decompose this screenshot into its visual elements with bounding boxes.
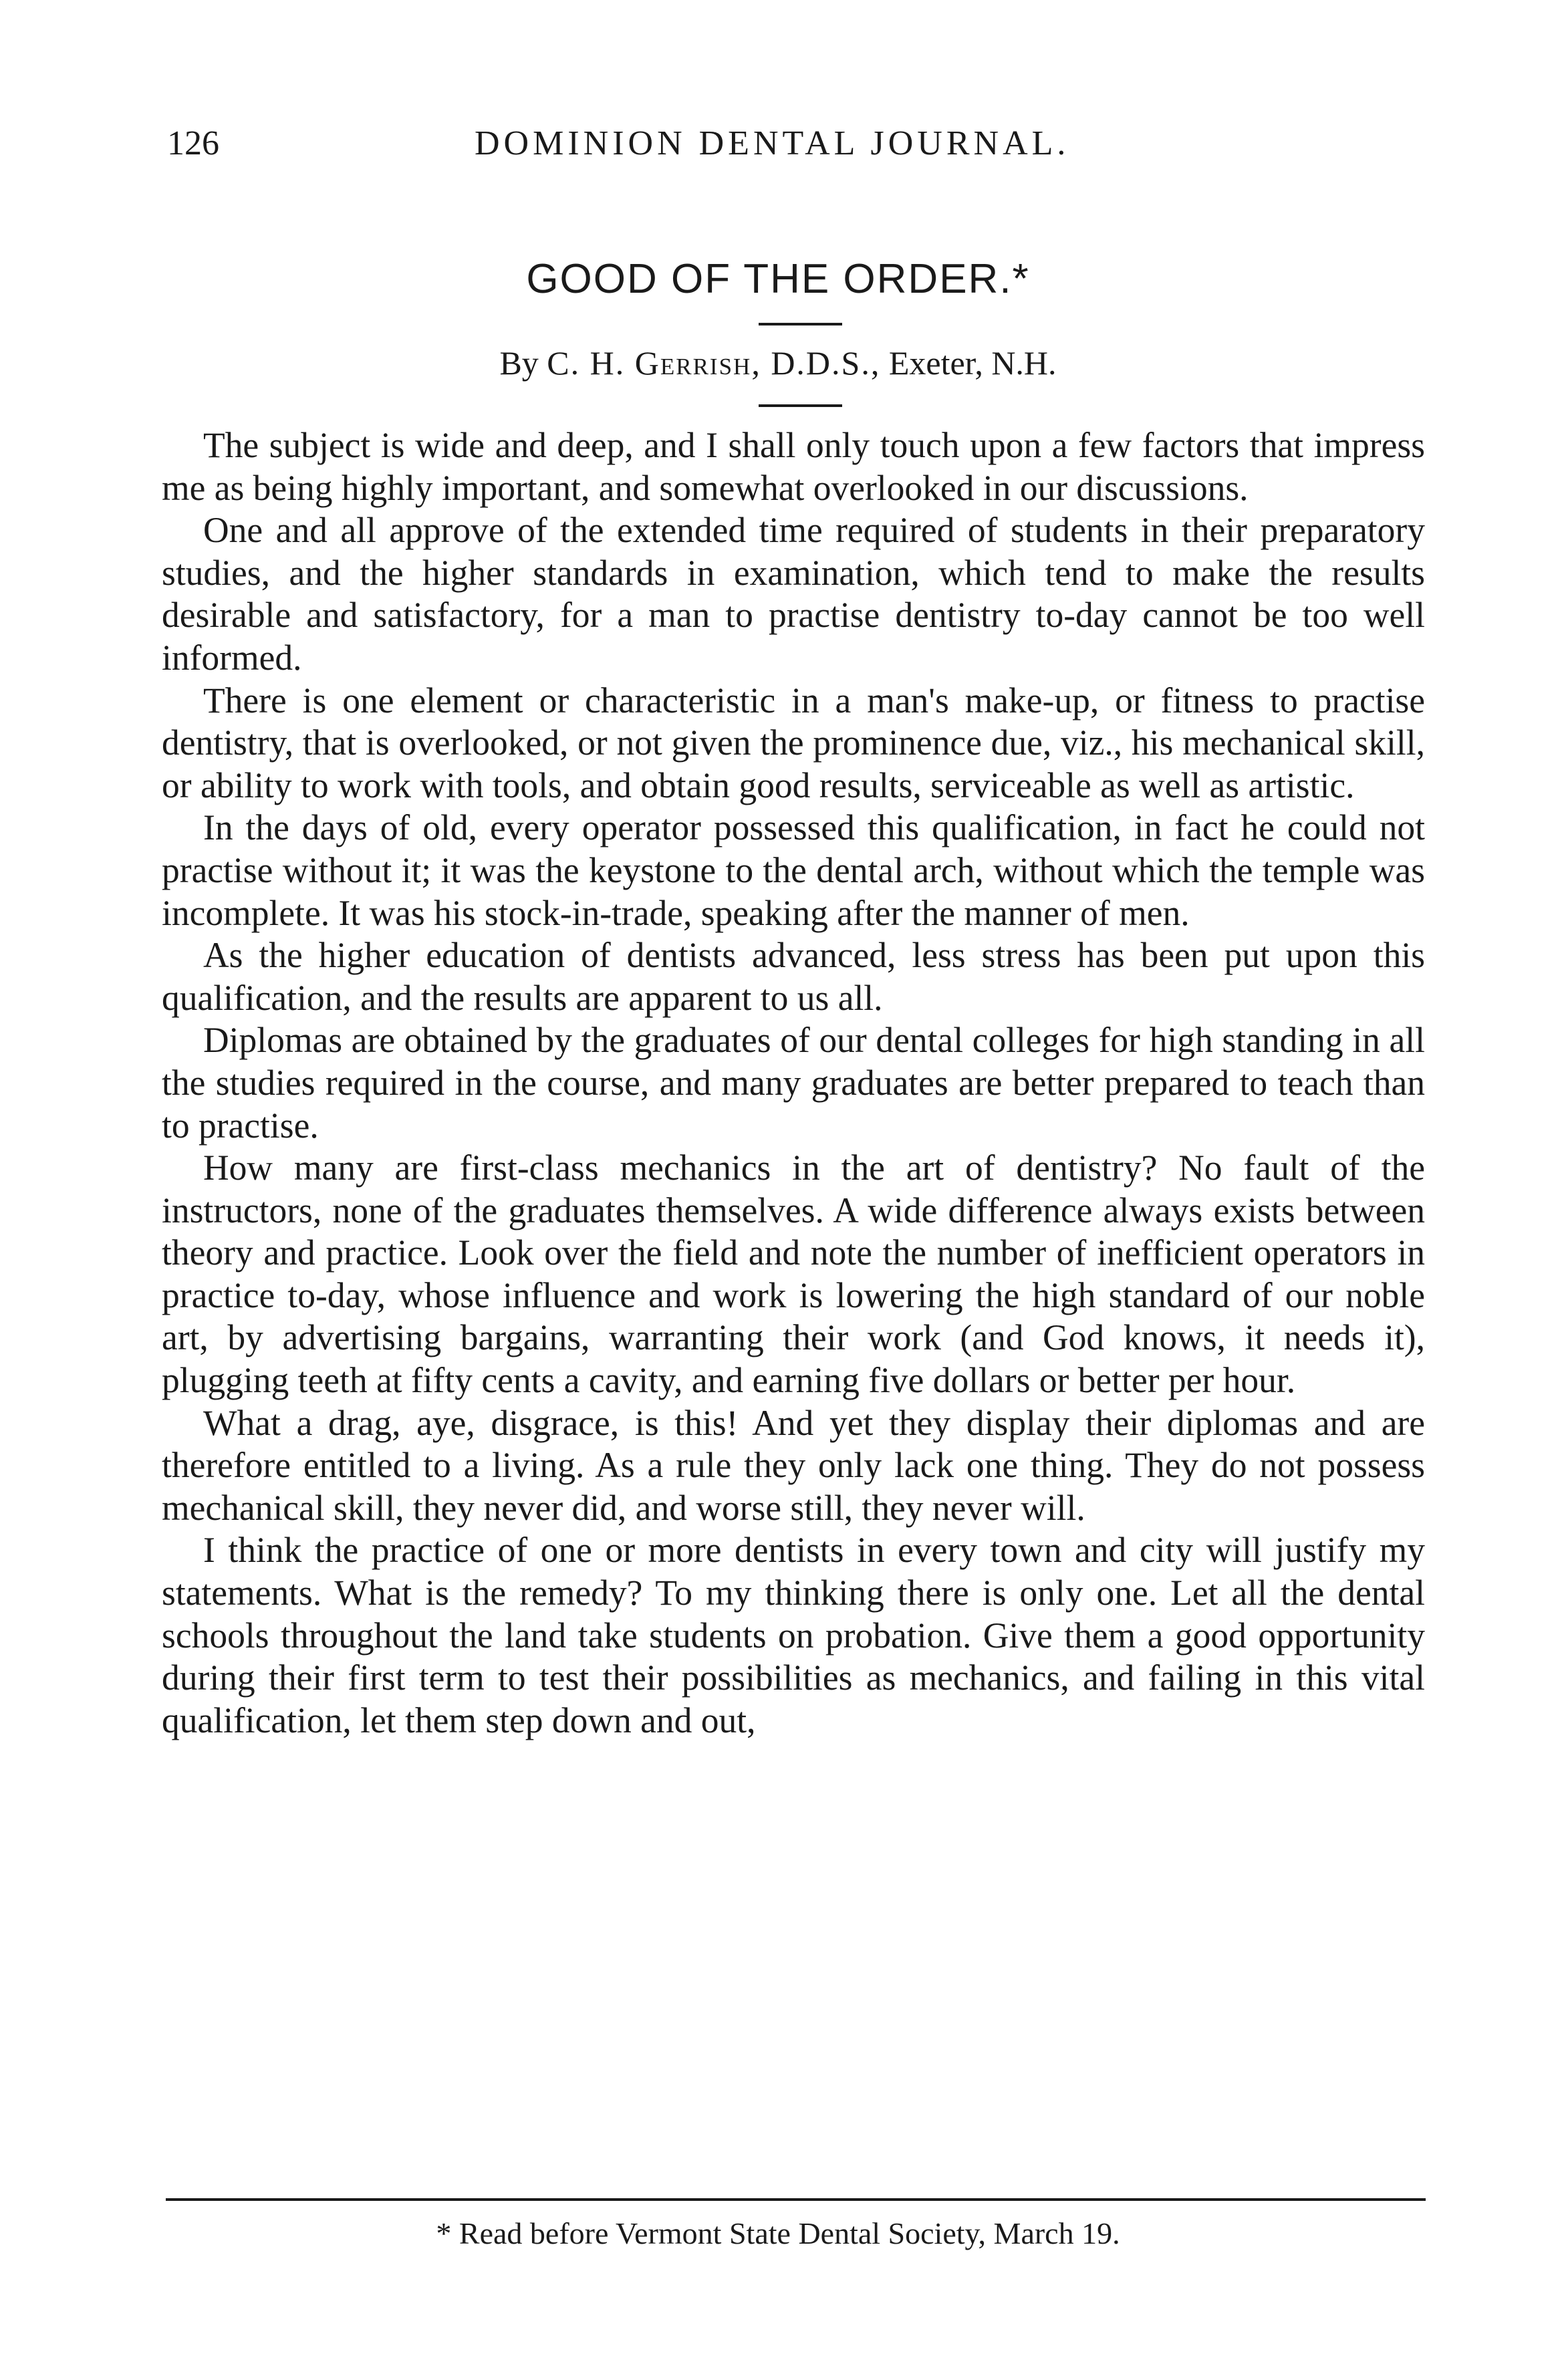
- title-divider: [759, 323, 842, 325]
- paragraph: What a drag, aye, disgrace, is this! And yet they display their diplomas and are therefore entitled to a living. As a rule they only lack one thing. They do not possess mechanical skill, they never did, and worse still, they never will.: [162, 1402, 1425, 1528]
- byline-divider: [759, 404, 842, 407]
- running-head: [167, 117, 1424, 170]
- footnote: * Read before Vermont State Dental Society, March 19.: [436, 2216, 1120, 2250]
- journal-title: DOMINION DENTAL JOURNAL.: [475, 124, 1070, 162]
- paragraph: The subject is wide and deep, and I shall only touch upon a few factors that impress me as being highly important, and somewhat overlooked in our discussions.: [162, 425, 1425, 508]
- author-name: C. H. Gerrish, D.D.S.,: [547, 344, 881, 382]
- paragraph: How many are first-class mechanics in the art of dentistry? No fault of the instructors, none of the graduates themselves. A wide difference always exists between theory and practice. Look over the field and note the number of inefficient operators in practice to-day, whose influence and work is lowering the high standard of our noble art, by advertising bargains, warranting their work (and God knows, it needs it), plugging teeth at fifty cents a cavity, and earning five dollars or better per hour.: [162, 1148, 1425, 1401]
- paragraph: As the higher education of dentists advanced, less stress has been put upon this qualification, and the results are apparent to us all.: [162, 935, 1425, 1018]
- paragraph: One and all approve of the extended time required of students in their preparatory studies, and the higher standards in examination, which tend to make the results desirable and satisfactory, for a man to practise dentistry to-day cannot be too well informed.: [162, 510, 1425, 678]
- article-body: [162, 424, 1425, 1742]
- paragraph: I think the practice of one or more dentists in every town and city will justify my statements. What is the remedy? To my thinking there is only one. Let all the dental schools throughout the land take students on probation. Give them a good opportunity during their first term to test their possibilities as mechanics, and failing in this vital qualification, let them step down and out,: [162, 1530, 1425, 1740]
- page-number: 126: [167, 124, 219, 162]
- paragraph: There is one element or characteristic in a man's make-up, or fitness to practise dentistry, that is overlooked, or not given the prominence due, viz., his mechanical skill, or ability to work with tools, and obtain good results, serviceable as well as artistic.: [162, 680, 1425, 805]
- article-title: GOOD OF THE ORDER.*: [526, 256, 1030, 302]
- byline: [0, 340, 1556, 386]
- paragraph: In the days of old, every operator possessed this qualification, in fact he could not practise without it; it was the keystone to the dental arch, without which the temple was incomplete. It was his stock-in-trade, speaking after the manner of men.: [162, 807, 1425, 933]
- paragraph: Diplomas are obtained by the graduates of our dental colleges for high standing in all the studies required in the course, and many graduates are better prepared to teach than to practise.: [162, 1020, 1425, 1146]
- byline-prefix: By: [499, 344, 539, 382]
- footnote-divider: [166, 2198, 1426, 2201]
- author-location: Exeter, N.H.: [888, 344, 1057, 382]
